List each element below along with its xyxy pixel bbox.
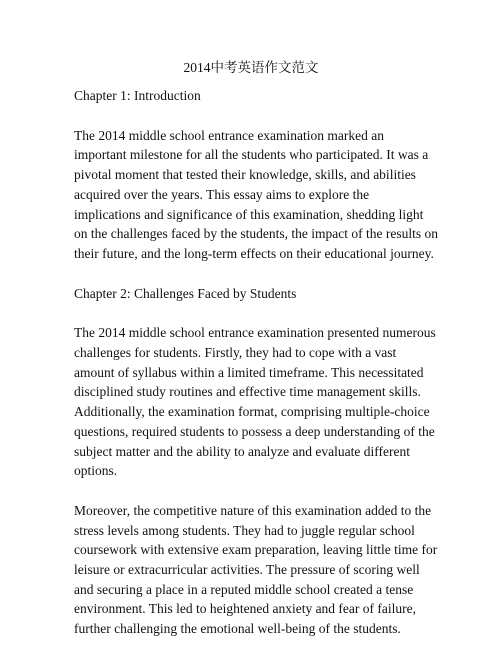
text-line: Additionally, the examination format, comprising multiple-choice — [74, 404, 430, 420]
chapter-2-heading: Chapter 2: Challenges Faced by Students — [74, 285, 297, 301]
text-line: on the challenges faced by the students, the impact of the results on — [74, 226, 439, 242]
document-body — [74, 86, 439, 659]
chapter-2-paragraph-1 — [74, 323, 436, 481]
chapter-1-paragraph-1 — [74, 126, 439, 264]
text-line: further challenging the emotional well-being of the students. — [74, 621, 401, 637]
text-line: questions, required students to possess a deep understanding of the — [74, 423, 435, 439]
text-line: leisure or extracurricular activities. The pressure of scoring well — [74, 562, 420, 578]
chapter-1-heading: Chapter 1: Introduction — [74, 88, 201, 103]
text-line: challenges for students. Firstly, they had to cope with a vast — [74, 345, 397, 361]
text-line: pivotal moment that tested their knowledge, skills, and abilities — [74, 167, 416, 183]
text-line: options. — [74, 463, 118, 479]
text-line: their future, and the long-term effects on their educational journey. — [74, 245, 434, 261]
text-line: The 2014 middle school entrance examination presented numerous — [74, 325, 436, 341]
text-line: amount of syllabus within a limited timeframe. This necessitated — [74, 364, 424, 380]
document-title: 2014中考英语作文范文 — [183, 60, 319, 75]
text-line: The 2014 middle school entrance examination marked an — [74, 127, 385, 143]
text-line: environment. This led to heightened anxiety and fear of failure, — [74, 601, 417, 617]
chapter-2-paragraph-2 — [74, 501, 438, 639]
text-line: acquired over the years. This essay aims to explore the — [74, 186, 370, 202]
text-line: disciplined study routines and effective time management skills. — [74, 384, 421, 400]
text-line: implications and significance of this examination, shedding light — [74, 206, 424, 222]
text-line: and securing a place in a reputed middle school created a tense — [74, 581, 414, 597]
text-line: stress levels among students. They had to juggle regular school — [74, 522, 415, 538]
text-line: important milestone for all the students who participated. It was a — [74, 147, 429, 163]
text-line: coursework with extensive exam preparation, leaving little time for — [74, 542, 438, 558]
text-line: subject matter and the ability to analyze and evaluate different — [74, 443, 410, 459]
text-line: Moreover, the competitive nature of this examination added to the — [74, 502, 432, 518]
